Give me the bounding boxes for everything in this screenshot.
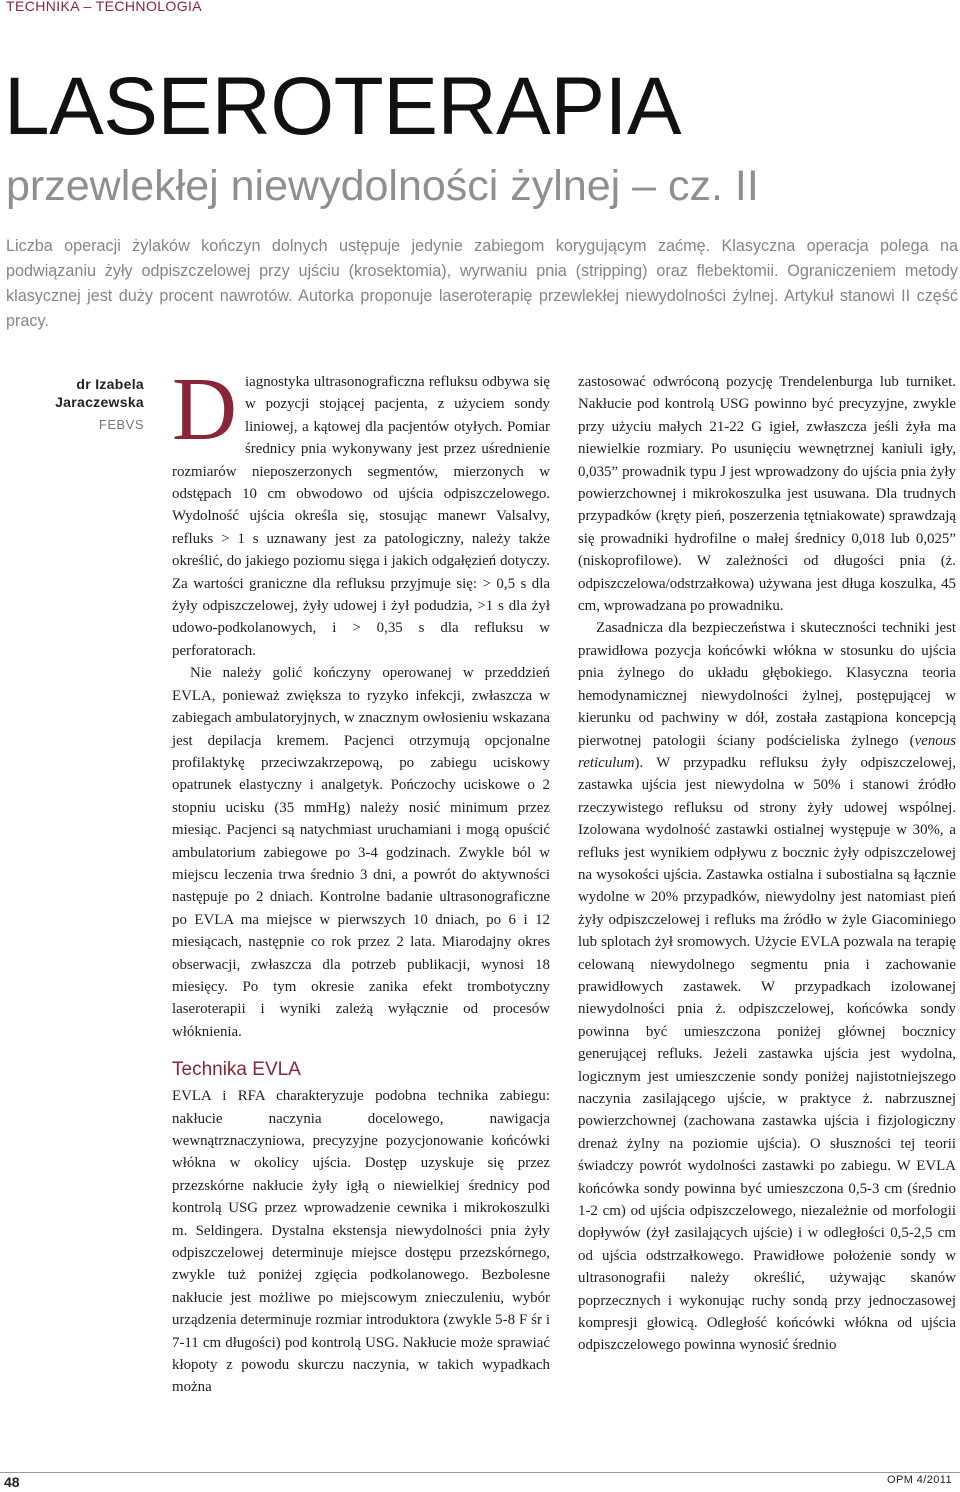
article-lead: Liczba operacji żylaków kończyn dolnych ustępuje jedynie zabiegom korygującym zaćmę. Klasyczna operacja polega na podwiązaniu żyły odpiszczelowej przy ujściu (krosektomia), wyrwaniu pnia (stripping) oraz flebektomii. Ograniczeniem metody klasycznej jest duży procent nawrotów. Autorka proponuje laseroterapię przewlekłej niewydolności żylnej. Artykuł stanowi II część pracy. <box>6 237 958 330</box>
author-name-line2: Jaraczewska <box>55 394 144 410</box>
body-paragraph-5 <box>578 617 956 1356</box>
body-paragraph-5-italic: venous reticulum <box>578 732 956 771</box>
dropcap: D <box>172 360 237 459</box>
body-paragraph-3: EVLA i RFA charakteryzuje podobna technika zabiegu: nakłucie naczynia docelowego, nawigacja wewnątrznaczyniowa, precyzyjne pozycjonowanie końcówki włókna w okolicy ujścia. Dostęp uzyskuje się przez przezskórne nakłucie żyły igłą o niewielkiej średnicy pod kontrolą USG przez wprowadzenie cewnika i mikrokoszulki m. Seldingera. Dystalna ekstensja niewydolności pnia żyły odpiszczelowej determinuje miejsce dostępu przezskórnego, zwykle tuż poniżej zgięcia podkolanowego. Bezbolesne nakłucie jest możliwe po miejscowym znieczuleniu, wybór urządzenia determinuje rozmiar introduktora (zwykle 5-8 F śr i 7-11 cm długości) pod kontrolą USG. Nakłucie może sprawiać kłopoty z powodu skurczu naczynia, w takich wypadkach można <box>172 1088 550 1396</box>
body-paragraph-4: zastosować odwróconą pozycję Trendelenburga lub turniket. Nakłucie pod kontrolą USG powinno być precyzyjne, zwykle przy użyciu małych 21-22 G igieł, zwłaszcza jeśli żyła ma niewielkie rozmiary. Po usunięciu wewnętrznej kaniuli igły, 0,035” prowadnik typu J jest wprowadzony do ujścia pnia żyły powierzchownej i mikrokoszulka jest usuwana. Dla trudnych przypadków (kręty pień, poszerzenia tętniakowate) sprawdzają się prowadniki hydrofilne o małej średnicy 0,018 lub 0,025” (niskoprofilowe). W zależności od długości pnia (ż. odpiszczelowa/odstrzałkowa) używana jest długa koszulka, 45 cm, wprowadzana po prowadniku. <box>578 374 956 615</box>
body-column-2 <box>578 371 956 1357</box>
body-paragraph-2: Nie należy golić kończyny operowanej w przeddzień EVLA, ponieważ zwiększa to ryzyko infekcji, zwłaszcza w zabiegach ambulatoryjnych, w znacznym owłosieniu wskazana jest depilacja kremem. Pacjenci otrzymują opcjonalne profilaktykę przeciwzakrzepową, po zabiegu uciskowy opatrunek elastyczny i analgetyk. Pończochy uciskowe o 2 stopniu ucisku (35 mmHg) należy nosić minimum przez miesiąc. Pacjenci są natychmiast uruchamiani i mogą opuścić ambulatorium zabiegowe po 3-4 godzinach. Zwykle ból w miejscu leczenia trwa średnio 3 dni, a powrót do aktywności następuje po 2 dniach. Kontrolne badanie ultrasonograficzne po EVLA ma miejsce w pierwszych 10 dniach, po 6 i 12 miesiącach, następnie co rok przez 2 lata. Miarodajny okres obserwacji, zwłaszcza dla potrzeb publikacji, wynosi 18 miesięcy. Po tym okresie zanika efekt trombotyczny laseroterapii i wyniki zależą wyłącznie od procesów włóknienia. <box>172 665 550 1040</box>
journal-issue: OPM 4/2011 <box>887 1474 952 1486</box>
body-paragraph-1-text: iagnostyka ultrasonograficzna refluksu odbywa się w pozycji stojącej pacjenta, z użyciem sondy liniowej, a kątowej dla pacjentów otyłych. Pomiar średnicy pnia wykonywany jest przez uśrednienie rozmiarów nieposzerzonych segmentów, mierzonych w odstępach 10 cm obwodowo od ujścia odpiszczelowego. Wydolność ujścia określa się, stosując manewr Valsalvy, refluks > 1 s uznawany jest za patologiczny, należy także określić, do jakiego poziomu sięga i jakich odgałęzień dotyczy. Za wartości graniczne dla refluksu przyjmuje się: > 0,5 s dla żyły odpiszczelowej, żyły udowej i żył podudzia, >1 s dla żył udowo-podkolanowych, i > 0,35 s dla refluksu w perforatorach. <box>172 374 550 659</box>
section-label: TECHNIKA – TECHNOLOGIA <box>6 0 203 14</box>
author-credentials: FEBVS <box>98 417 144 432</box>
footer-divider <box>0 1472 960 1473</box>
body-paragraph-5-part-b: ). W przypadku refluksu żyły odpiszczelowej, zastawka ujścia jest niewydolna w 50% i stanowi źródło rzeczywistego refluksu od strony żyły udowej wspólnej. Izolowana wydolność zastawki ostialnej występuje w 30%, a refluks jest wynikiem odpływu z bocznic żyły odpiszczelowej na wysokości ujścia. Zastawka ostialna i subostialna są łącznie wydolne w 20% przypadków, niewydolny jest natomiast pień żyły odpiszczelowej i refluks ma źródło w żyle Giacominiego lub splotach żył sromowych. Użycie EVLA pozwala na terapię celowaną niewydolnego segmentu pnia i zachowanie prawidłowych zastawek. W przypadkach izolowanej niewydolności pnia ż. odpiszczelowej, końcówka sondy powinna być umieszczona poniżej głównej bocznicy generującej refluks. Jeżeli zastawka ujścia jest wydolna, logicznym jest umieszczenie sondy poniżej najistotniejszego naczynia zasilającego ujście, w praktyce ż. nabrzusznej powierzchownej (zachowana zastawka ujścia i fizjologiczny drenaż żylny na poziomie ujścia). O słuszności tej teorii świadczy powrót wydolności zastawki po zabiegu. W EVLA końcówka sondy powinna być umieszczona 0,5-3 cm (średnio 1-2 cm) od ujścia odpiszczelowego, niezależnie od morfologii dopływów (żył zasilających ujście) i w odległości 0,5-2,5 cm od ujścia odstrzałkowego. Prawidłowe położenie sondy w ultrasonografii należy określić, używając skanów poprzecznych i wykonując ruchy sondą przy jednoczasowej kompresji głowicą. Odległość końcówki włókna od ujścia odpiszczelowego powinna wynosić średnio <box>578 754 956 1354</box>
author-box <box>8 375 144 435</box>
author-name-line1: dr Izabela <box>76 376 144 392</box>
article-subtitle: przewlekłej niewydolności żylnej – cz. II <box>6 162 759 210</box>
body-paragraph-5-part-a: Zasadnicza dla bezpieczeństwa i skuteczności techniki jest prawidłowa pozycja końcówki włókna w stosunku do ujścia pnia żylnego do układu głębokiego. Klasyczna teoria hemodynamicznej niewydolności żylnej, postępującej w kierunku od pachwiny w dół, została zastąpiona koncepcją pierwotnej patologii ściany podścieliska żylnego ( <box>578 620 956 749</box>
page-number: 48 <box>4 1474 20 1490</box>
article-title: LASEROTERAPIA <box>4 61 682 152</box>
section-heading-evla: Technika EVLA <box>172 1059 301 1081</box>
body-paragraph-1 <box>172 360 550 662</box>
body-column-1 <box>172 360 550 1399</box>
